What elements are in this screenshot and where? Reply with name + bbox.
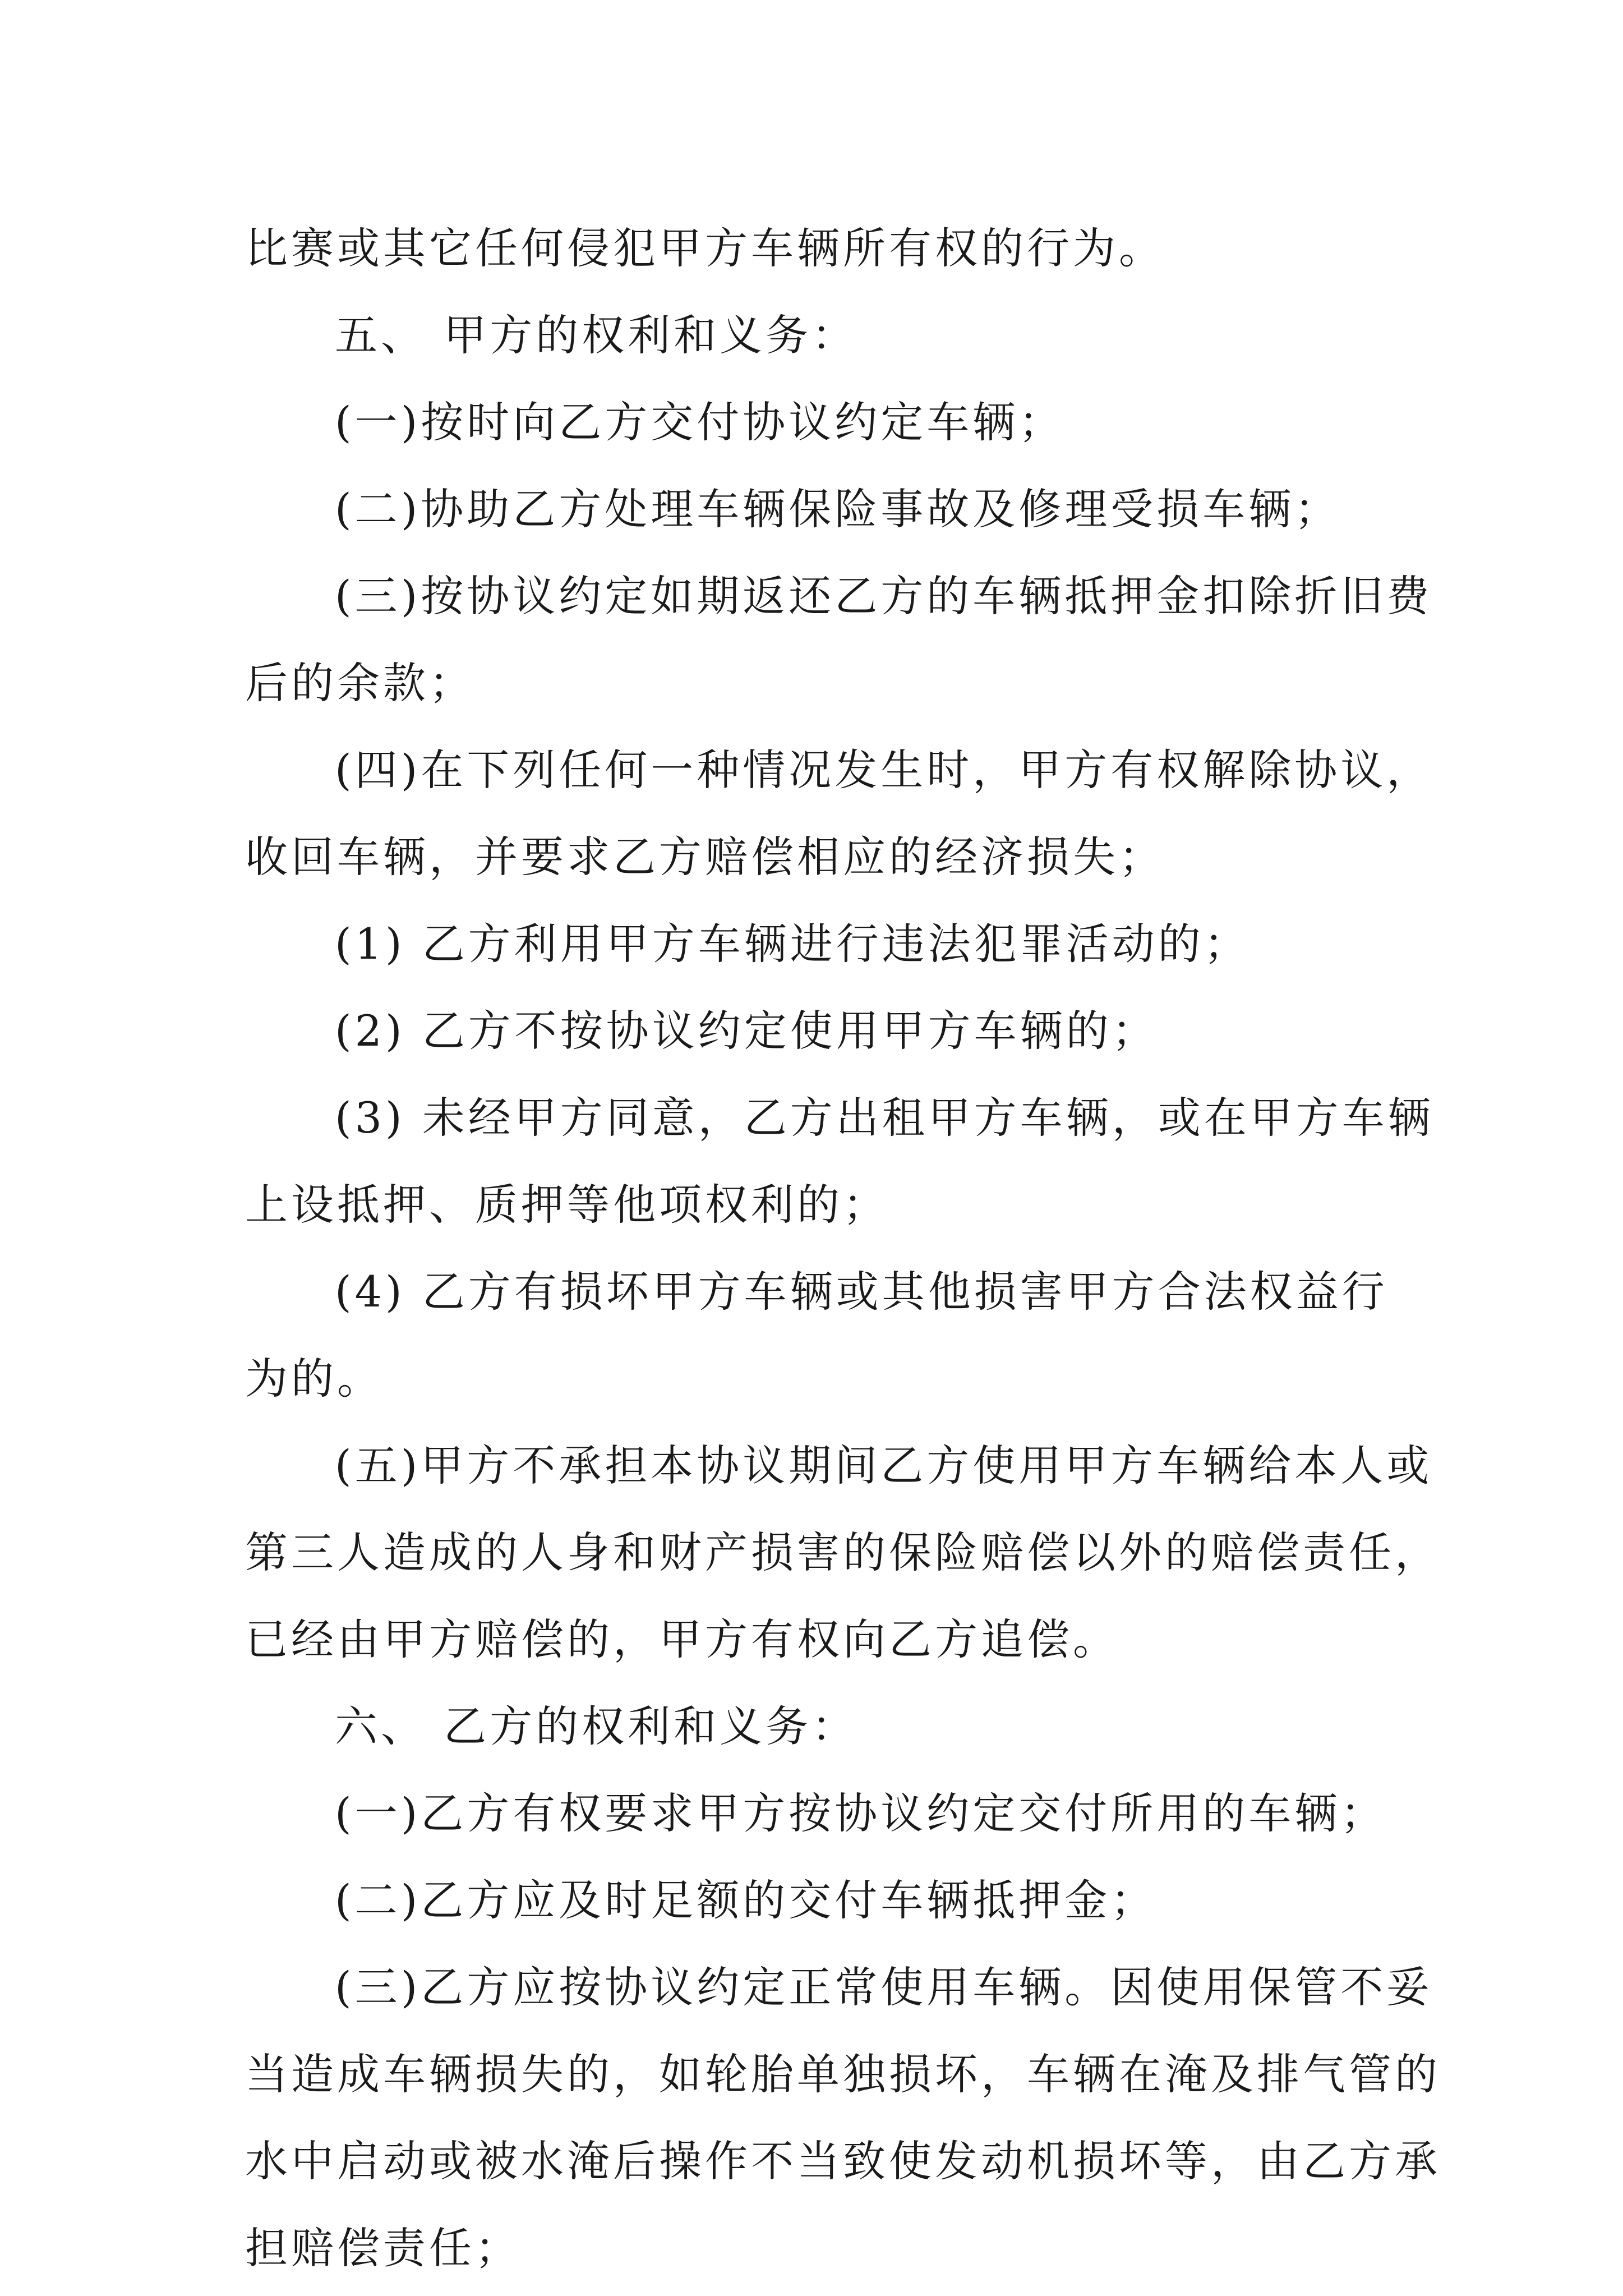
body-line: (一)乙方有权要求甲方按协议约定交付所用的车辆； [335, 1788, 1387, 1838]
body-line: 为的。 [245, 1354, 383, 1404]
body-line: (五)甲方不承担本协议期间乙方使用甲方车辆给本人或 [335, 1441, 1433, 1490]
section-heading-six: 六、 乙方的权利和义务： [335, 1701, 858, 1751]
section-heading-five: 五、 甲方的权利和义务： [335, 310, 858, 360]
body-line: 后的余款； [245, 658, 475, 708]
body-line: (四)在下列任何一种情况发生时，甲方有权解除协议， [335, 745, 1433, 795]
body-line: 水中启动或被水淹后操作不当致使发动机损坏等，由乙方承 [245, 2136, 1441, 2186]
body-line: 已经由甲方赔偿的，甲方有权向乙方追偿。 [245, 1614, 1119, 1664]
list-item: (4) 乙方有损坏甲方车辆或其他损害甲方合法权益行 [335, 1267, 1388, 1317]
body-line: 当造成车辆损失的，如轮胎单独损坏，车辆在淹及排气管的 [245, 2049, 1441, 2099]
list-item: (2) 乙方不按协议约定使用甲方车辆的； [335, 1006, 1158, 1056]
body-line: 担赔偿责任； [245, 2223, 521, 2273]
body-line: (三)按协议约定如期返还乙方的车辆抵押金扣除折旧费 [335, 571, 1433, 621]
body-line: 收回车辆，并要求乙方赔偿相应的经济损失； [245, 832, 1165, 882]
body-line: 上设抵押、质押等他项权利的； [245, 1180, 889, 1230]
body-line: (三)乙方应按协议约定正常使用车辆。因使用保管不妥 [335, 1962, 1433, 2012]
body-line: (二)协助乙方处理车辆保险事故及修理受损车辆； [335, 484, 1341, 534]
body-line: 比赛或其它任何侵犯甲方车辆所有权的行为。 [245, 223, 1165, 273]
list-item: (3) 未经甲方同意，乙方出租甲方车辆，或在甲方车辆 [335, 1093, 1434, 1143]
body-line: (一)按时向乙方交付协议约定车辆； [335, 397, 1065, 447]
body-line: 第三人造成的人身和财产损害的保险赔偿以外的赔偿责任， [245, 1527, 1441, 1577]
list-item: (1) 乙方利用甲方车辆进行违法犯罪活动的； [335, 919, 1250, 969]
body-line: (二)乙方应及时足额的交付车辆抵押金； [335, 1875, 1157, 1925]
document-body [245, 205, 1441, 2292]
